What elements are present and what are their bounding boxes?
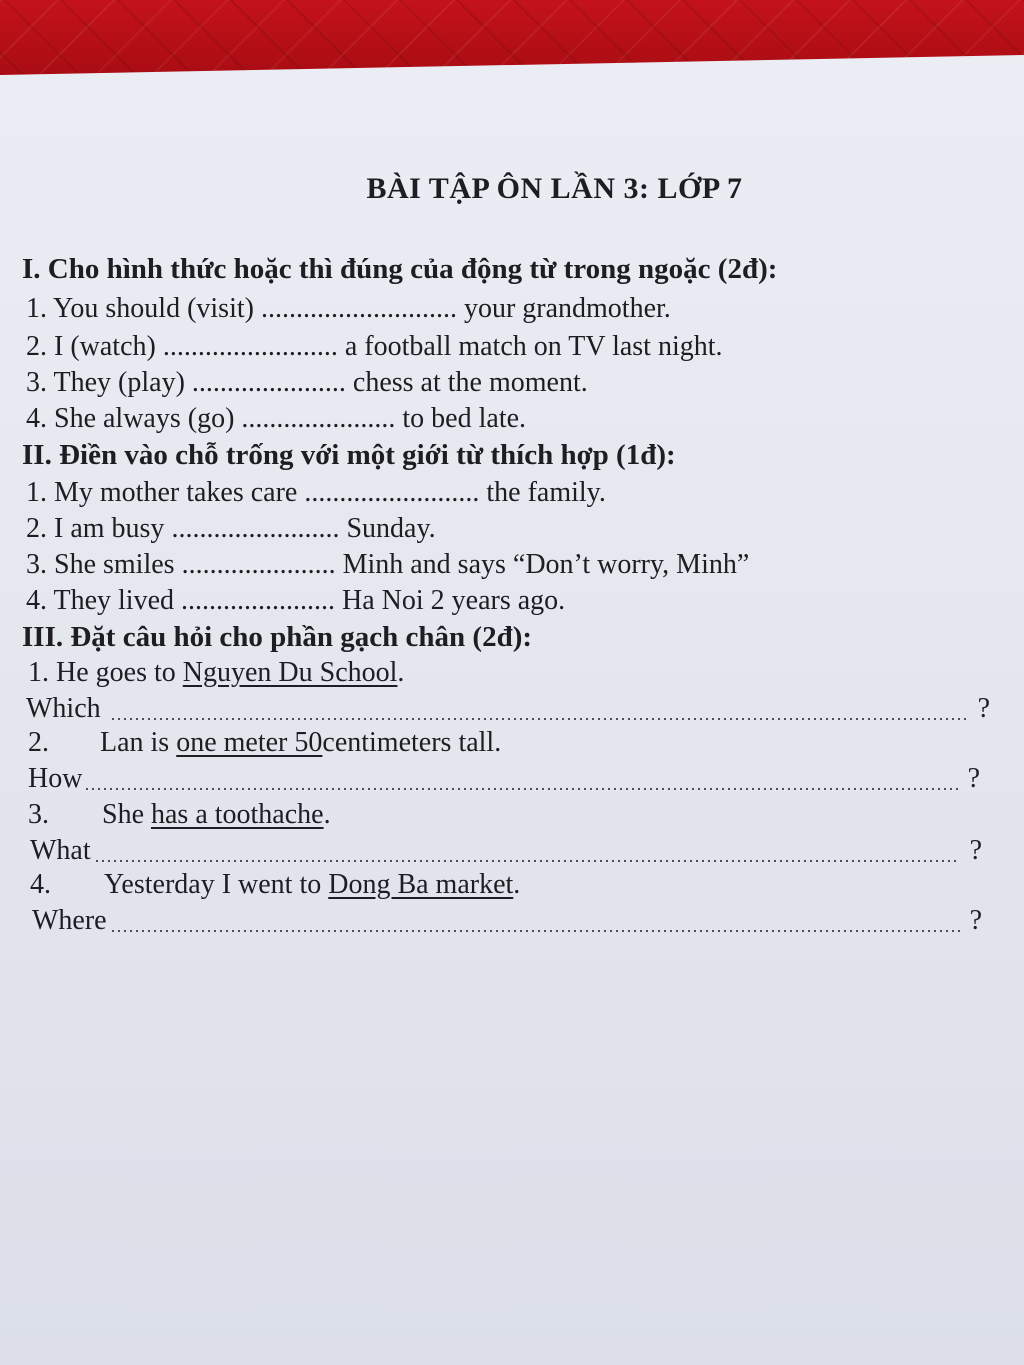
blank-dots[interactable]: ........................ xyxy=(171,513,340,544)
item-rest: Minh and says “Don’t worry, Minh” xyxy=(342,549,750,580)
s3-answer-line-2[interactable] xyxy=(28,762,980,796)
item-prompt: They (play) xyxy=(53,367,185,398)
s1-item-2 xyxy=(26,330,723,364)
section-1-heading: I. Cho hình thức hoặc thì đúng của động từ trong ngoặc (2đ): xyxy=(22,253,778,285)
blank-dots[interactable]: ............................ xyxy=(260,293,457,324)
item-rest: Ha Noi 2 years ago. xyxy=(342,585,566,616)
item-rest: chess at the moment. xyxy=(352,367,588,398)
item-number: 2. xyxy=(28,727,49,758)
underlined-part: has a toothache xyxy=(151,799,324,830)
blank-dots[interactable]: ......................... xyxy=(304,477,480,508)
blank-dots[interactable]: ...................... xyxy=(241,403,396,434)
item-sentence-start: She xyxy=(102,799,151,830)
underlined-part: one meter 50 xyxy=(176,727,323,758)
answer-lead-word: Where xyxy=(32,905,107,936)
s1-item-4 xyxy=(26,402,526,436)
item-number: 3. xyxy=(28,799,49,830)
question-mark: ? xyxy=(969,835,982,866)
s2-item-1 xyxy=(26,476,606,510)
answer-lead-word: How xyxy=(28,763,83,794)
item-prompt: I (watch) xyxy=(54,331,156,362)
question-mark: ? xyxy=(967,763,980,794)
item-number: 3. xyxy=(26,549,47,580)
item-prompt: She always (go) xyxy=(54,403,235,434)
item-sentence-end: centimeters tall. xyxy=(322,727,502,758)
s3-item-3 xyxy=(28,798,331,832)
item-number: 2. xyxy=(26,331,47,362)
blank-dots[interactable]: ...................... xyxy=(191,367,346,398)
s1-item-1 xyxy=(26,292,671,326)
s2-item-4 xyxy=(26,584,565,618)
s3-answer-line-3[interactable] xyxy=(30,834,982,868)
s3-answer-line-4[interactable] xyxy=(32,904,982,938)
item-number: 1. xyxy=(26,293,47,324)
s2-item-3 xyxy=(26,548,749,582)
answer-blank-dots[interactable] xyxy=(110,930,960,932)
answer-blank-dots[interactable] xyxy=(110,718,968,720)
item-number: 4. xyxy=(30,869,51,900)
s3-item-4 xyxy=(30,868,520,902)
item-sentence-end: . xyxy=(397,657,405,688)
answer-blank-dots[interactable] xyxy=(84,788,958,790)
blank-dots[interactable]: ...................... xyxy=(181,585,336,616)
s3-item-1 xyxy=(28,656,404,690)
item-rest: Sunday. xyxy=(346,513,436,544)
blank-dots[interactable]: ...................... xyxy=(181,549,336,580)
section-3-heading: III. Đặt câu hỏi cho phần gạch chân (2đ): xyxy=(22,621,533,653)
s3-answer-line-1[interactable] xyxy=(26,692,990,726)
item-sentence-start: Yesterday I went to xyxy=(104,869,329,900)
s2-item-2 xyxy=(26,512,436,546)
blank-dots[interactable]: ......................... xyxy=(162,331,338,362)
question-mark: ? xyxy=(969,905,982,936)
item-prompt: They lived xyxy=(53,585,175,616)
question-mark: ? xyxy=(977,693,990,724)
item-prompt: You should (visit) xyxy=(52,293,254,324)
item-rest: to bed late. xyxy=(402,403,527,434)
item-prompt: She smiles xyxy=(54,549,175,580)
answer-blank-dots[interactable] xyxy=(94,860,960,862)
item-number: 1. xyxy=(26,477,47,508)
underlined-part: Nguyen Du School xyxy=(182,657,398,688)
item-prompt: I am busy xyxy=(54,513,165,544)
answer-lead-word: Which xyxy=(26,693,101,724)
item-sentence-end: . xyxy=(513,869,521,900)
s3-item-2 xyxy=(28,726,501,760)
section-2-heading: II. Điền vào chỗ trống với một giới từ thích hợp (1đ): xyxy=(22,439,676,471)
item-rest: your grandmother. xyxy=(463,293,671,324)
item-sentence-start: Lan is xyxy=(100,727,177,758)
answer-lead-word: What xyxy=(30,835,91,866)
s1-item-3 xyxy=(26,366,588,400)
worksheet-title: BÀI TẬP ÔN LẦN 3: LỚP 7 xyxy=(366,172,743,205)
item-rest: a football match on TV last night. xyxy=(344,331,723,362)
item-number: 4. xyxy=(26,403,47,434)
item-sentence-start: He goes to xyxy=(56,657,183,688)
underlined-part: Dong Ba market xyxy=(328,869,514,900)
item-rest: the family. xyxy=(486,477,606,508)
item-prompt: My mother takes care xyxy=(54,477,298,508)
item-number: 2. xyxy=(26,513,47,544)
item-number: 1. xyxy=(28,657,49,688)
item-number: 4. xyxy=(26,585,47,616)
item-sentence-end: . xyxy=(323,799,331,830)
item-number: 3. xyxy=(26,367,47,398)
